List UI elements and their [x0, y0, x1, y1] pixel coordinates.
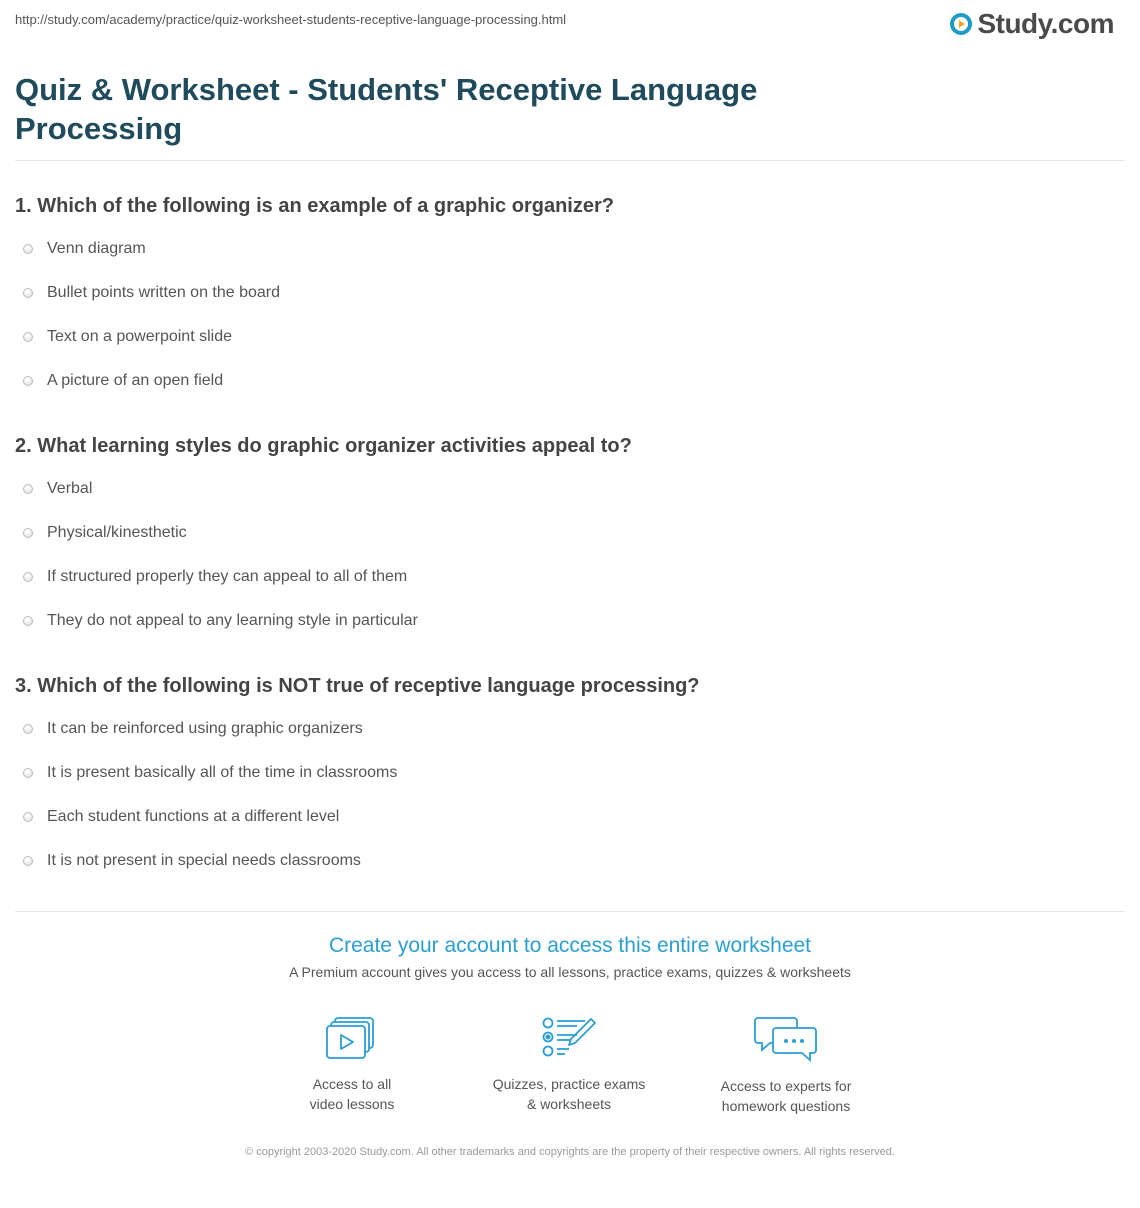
- title-divider: [15, 160, 1125, 161]
- radio-button[interactable]: [23, 572, 33, 582]
- answer-option[interactable]: [23, 523, 187, 543]
- option-label: Verbal: [47, 480, 93, 497]
- feature-label: Access to all video lessons: [309, 1076, 395, 1112]
- create-account-link[interactable]: Create your account to access this entire worksheet: [328, 934, 812, 957]
- question-1: 1. Which of the following is an example of a graphic organizer?: [15, 195, 614, 217]
- option-label: It is present basically all of the time in classrooms: [47, 764, 398, 781]
- question-2: 2. What learning styles do graphic organizer activities appeal to?: [15, 435, 632, 457]
- feature-video-lessons: [262, 1016, 442, 1114]
- radio-button[interactable]: [23, 484, 33, 494]
- answer-option[interactable]: [23, 611, 418, 631]
- radio-button[interactable]: [23, 768, 33, 778]
- copyright-text: © copyright 2003-2020 Study.com. All other trademarks and copyrights are the property of their respective owners. All rights reserved.: [245, 1146, 895, 1158]
- radio-button[interactable]: [23, 812, 33, 822]
- answer-option[interactable]: [23, 239, 146, 259]
- feature-label: Quizzes, practice exams & worksheets: [492, 1076, 646, 1112]
- chat-bubbles-icon: [754, 1016, 818, 1062]
- option-label: Physical/kinesthetic: [47, 524, 187, 541]
- option-label: A picture of an open field: [47, 372, 224, 389]
- radio-button[interactable]: [23, 724, 33, 734]
- option-label: They do not appeal to any learning style in particular: [47, 612, 418, 629]
- answer-option[interactable]: [23, 567, 407, 587]
- study-logo[interactable]: [949, 8, 1114, 40]
- answer-option[interactable]: [23, 371, 223, 391]
- answer-option[interactable]: [23, 479, 92, 499]
- answer-option[interactable]: [23, 327, 232, 347]
- answer-option[interactable]: [23, 763, 397, 783]
- option-label: It can be reinforced using graphic organizers: [47, 720, 363, 737]
- answer-option[interactable]: [23, 851, 361, 871]
- quiz-checklist-icon: [541, 1016, 597, 1060]
- section-divider: [15, 911, 1125, 912]
- option-label: It is not present in special needs classrooms: [47, 852, 361, 869]
- feature-quizzes: [479, 1016, 659, 1114]
- copyright-footer: [0, 1144, 1140, 1161]
- premium-description: A Premium account gives you access to all lessons, practice exams, quizzes & worksheets: [289, 964, 851, 980]
- radio-button[interactable]: [23, 528, 33, 538]
- question-3: 3. Which of the following is NOT true of receptive language processing?: [15, 675, 700, 697]
- option-label: Bullet points written on the board: [47, 284, 281, 301]
- answer-option[interactable]: [23, 719, 363, 739]
- option-label: If structured properly they can appeal to all of them: [47, 568, 408, 585]
- radio-button[interactable]: [23, 244, 33, 254]
- radio-button[interactable]: [23, 616, 33, 626]
- option-label: Venn diagram: [47, 240, 146, 257]
- page-url: http://study.com/academy/practice/quiz-worksheet-students-receptive-language-processing.html: [15, 12, 567, 27]
- page-title: Quiz & Worksheet - Students' Receptive Language Processing: [15, 72, 758, 146]
- radio-button[interactable]: [23, 288, 33, 298]
- radio-button[interactable]: [23, 332, 33, 342]
- answer-option[interactable]: [23, 807, 339, 827]
- option-label: Text on a powerpoint slide: [47, 328, 232, 345]
- video-lessons-icon: [326, 1016, 378, 1060]
- feature-label: Access to experts for homework questions: [720, 1078, 852, 1114]
- feature-experts: [696, 1016, 876, 1116]
- play-circle-icon: [949, 12, 973, 36]
- radio-button[interactable]: [23, 376, 33, 386]
- logo-text: Study.com: [977, 8, 1114, 39]
- option-label: Each student functions at a different level: [47, 808, 340, 825]
- radio-button[interactable]: [23, 856, 33, 866]
- answer-option[interactable]: [23, 283, 280, 303]
